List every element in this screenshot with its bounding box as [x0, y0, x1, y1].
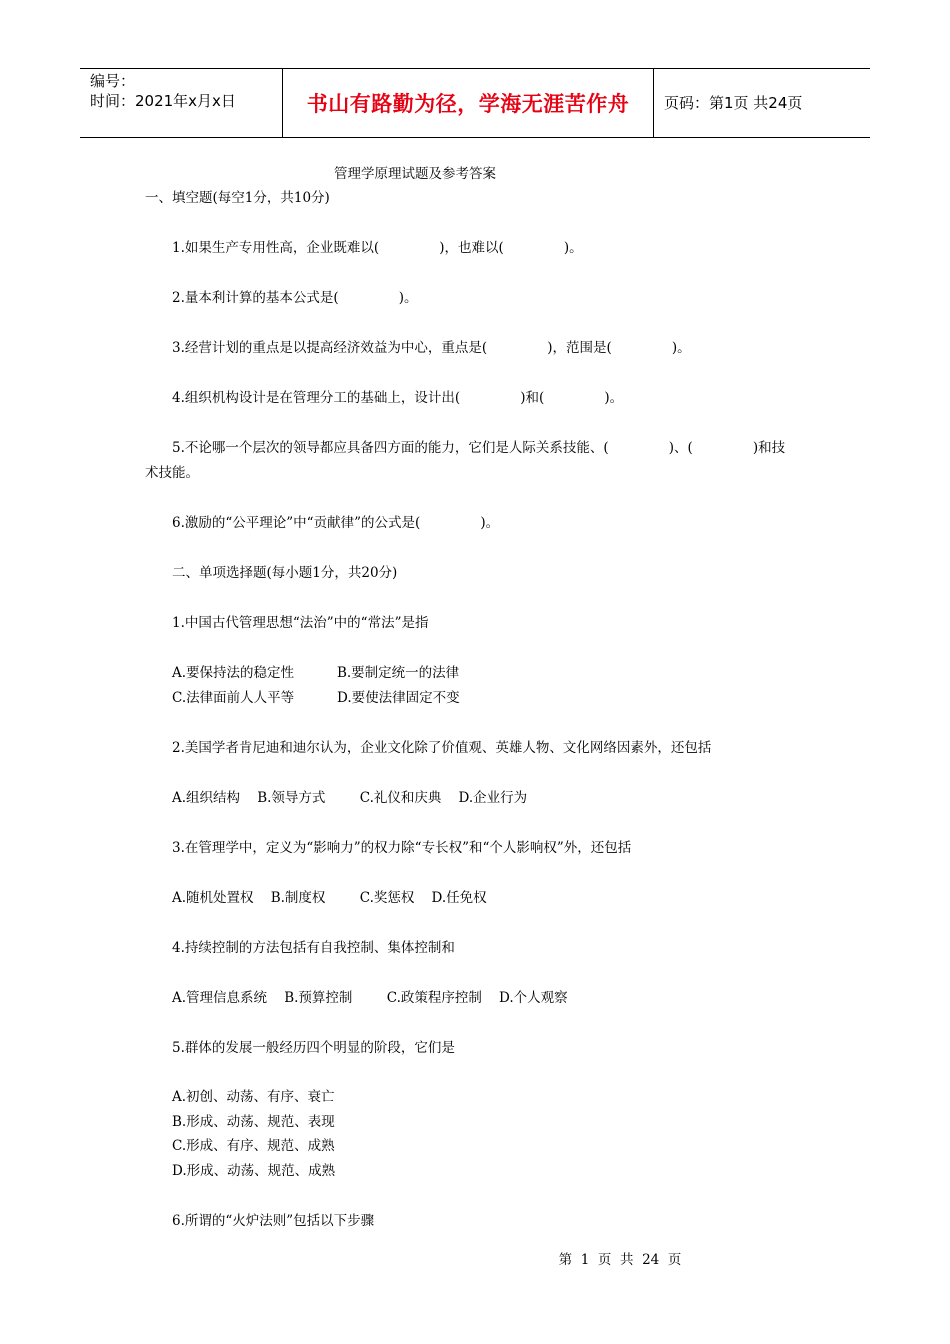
choice-question-4: 4.持续控制的方法包括有自我控制、集体控制和: [172, 940, 455, 956]
fill-question-3: 3.经营计划的重点是以提高经济效益为中心，重点是( )，范围是( )。: [172, 340, 691, 356]
choice-question-2: 2.美国学者肯尼迪和迪尔认为，企业文化除了价值观、英雄人物、文化网络因素外，还包括: [172, 740, 712, 756]
fill-question-5: 5.不论哪一个层次的领导都应具备四方面的能力，它们是人际关系技能、( )、( )和技: [172, 440, 786, 456]
fill-question-4: 4.组织机构设计是在管理分工的基础上，设计出( )和( )。: [172, 390, 624, 406]
choice-question-5-option-a: A.初创、动荡、有序、衰亡: [172, 1089, 335, 1105]
choice-question-5-option-d: D.形成、动荡、规范、成熟: [172, 1163, 336, 1179]
fill-question-5-continued: 术技能。: [145, 465, 199, 481]
page-info-cell: [654, 69, 870, 137]
section-heading-single-choice: 二、单项选择题(每小题1分，共20分): [172, 565, 398, 581]
fill-question-1: 1.如果生产专用性高，企业既难以( )，也难以( )。: [172, 240, 583, 256]
fill-question-2: 2.量本利计算的基本公式是( )。: [172, 290, 418, 306]
choice-question-1: 1.中国古代管理思想“法治”中的“常法”是指: [172, 615, 429, 631]
header-meta-cell: [80, 69, 282, 137]
choice-question-1-options-ab: A.要保持法的稳定性 B.要制定统一的法律: [172, 665, 460, 681]
choice-question-6: 6.所谓的“火炉法则”包括以下步骤: [172, 1213, 375, 1229]
choice-question-3-options: A.随机处置权 B.制度权 C.奖惩权 D.任免权: [172, 890, 487, 906]
number-label: 编号：: [90, 72, 136, 90]
choice-question-2-options: A.组织结构 B.领导方式 C.礼仪和庆典 D.企业行为: [172, 790, 528, 806]
choice-question-5-option-b: B.形成、动荡、规范、表现: [172, 1114, 335, 1130]
time-label: 时间：2021年x月x日: [90, 92, 236, 110]
choice-question-5: 5.群体的发展一般经历四个明显的阶段，它们是: [172, 1040, 455, 1056]
motto-cell: [282, 69, 654, 137]
choice-question-4-options: A.管理信息系统 B.预算控制 C.政策程序控制 D.个人观察: [172, 990, 568, 1006]
choice-question-1-options-cd: C.法律面前人人平等 D.要使法律固定不变: [172, 690, 460, 706]
page-footer: 第 1 页 共 24 页: [558, 1252, 682, 1268]
document-header: [80, 68, 870, 138]
section-heading-fill-blank: 一、填空题(每空1分，共10分): [145, 190, 330, 206]
fill-question-6: 6.激励的“公平理论”中“贡献律”的公式是( )。: [172, 515, 500, 531]
choice-question-3: 3.在管理学中，定义为“影响力”的权力除“专长权”和“个人影响权”外，还包括: [172, 840, 632, 856]
page-info: 页码：第1页 共24页: [664, 94, 803, 112]
motto-text: 书山有路勤为径，学海无涯苦作舟: [306, 92, 630, 116]
choice-question-5-option-c: C.形成、有序、规范、成熟: [172, 1138, 335, 1154]
document-title: 管理学原理试题及参考答案: [334, 166, 496, 182]
